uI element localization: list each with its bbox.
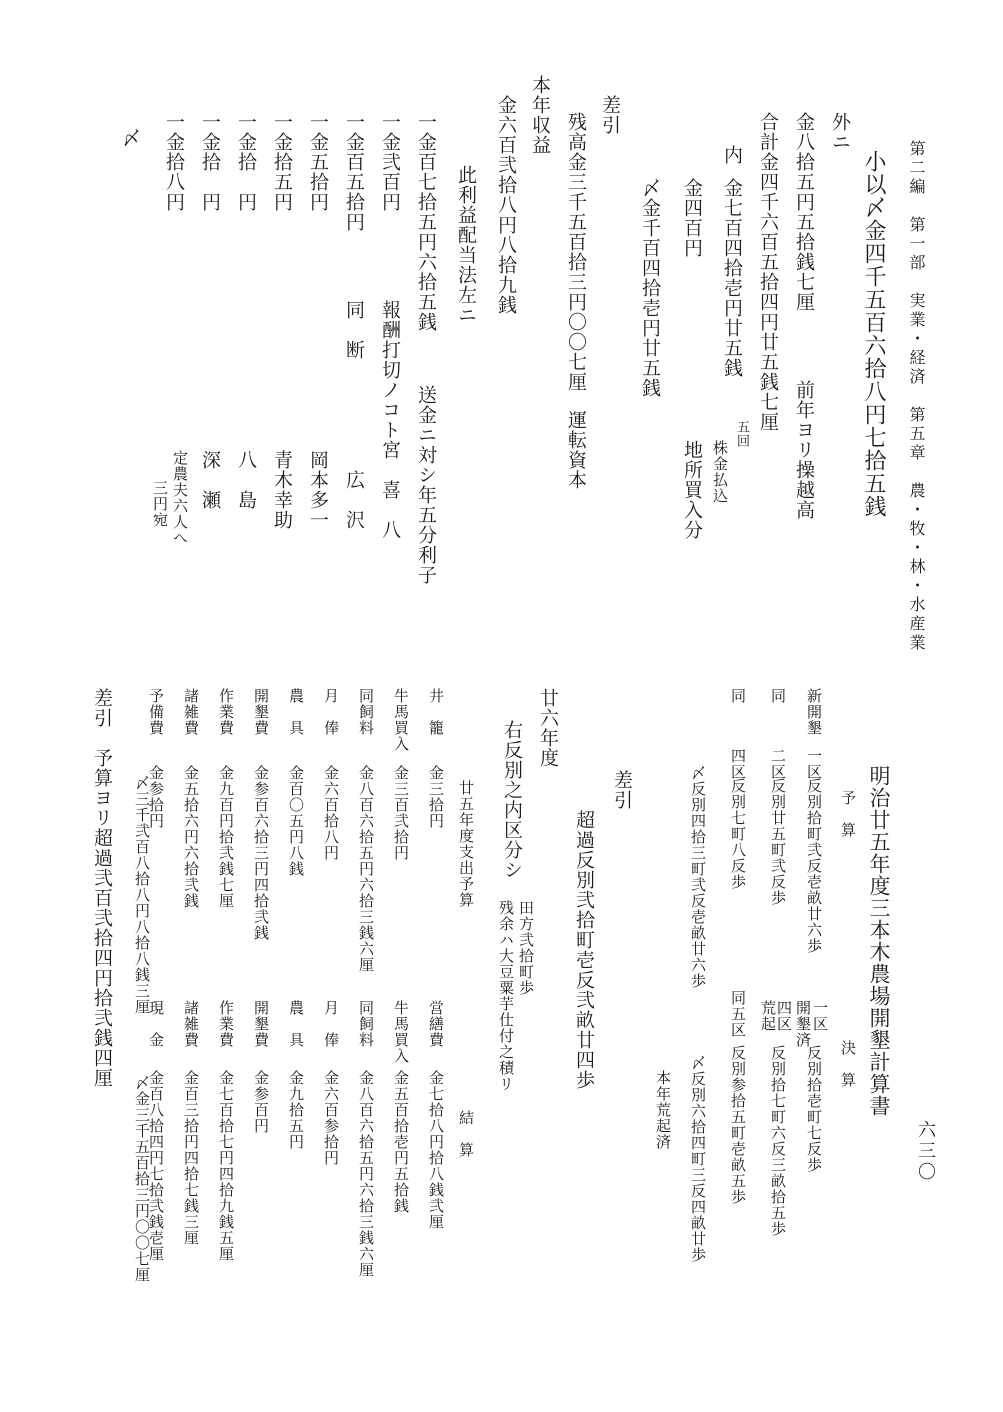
expense-settle-item: 同飼料	[357, 1000, 375, 1048]
expense-settle-item: 作業費	[217, 1000, 235, 1048]
lower-settle-total: 〆金三千五百拾三円〇〇七厘	[133, 1075, 151, 1283]
expense-budget-item: 作業費	[217, 688, 235, 736]
dist-5-amount: 一金拾五円	[271, 112, 293, 212]
expense-settle-amount: 金八百六拾五円六拾三銭六厘	[357, 1070, 375, 1278]
row2-label: 同	[769, 688, 787, 704]
upper-line-7: 〆金千百四拾壱円廿五銭	[639, 178, 661, 398]
expense-budget-item: 月 俸	[322, 688, 340, 736]
expense-budget-item: 同飼料	[357, 688, 375, 736]
lower-budget-header: 廿五年度支出予算	[457, 780, 475, 908]
row3-yosan-area: 反別七町八反歩	[729, 778, 747, 890]
upper-line-10: 本年収益	[529, 75, 551, 155]
expense-budget-amount: 金五拾六円六拾弐銭	[182, 765, 200, 909]
dist-8-note-a: 定農夫六人へ	[171, 450, 189, 546]
expense-budget-amount: 金参百六拾三円四拾弐銭	[252, 765, 270, 941]
dist-6-name: 八 島	[235, 450, 257, 510]
upper-line-3: 金八拾五円五拾銭七厘	[793, 112, 815, 312]
lower-final-diff: 差引 予算ヨリ超過弐百弐拾四円拾弐銭四厘	[91, 688, 113, 1088]
expense-settle-amount: 金七拾八円拾八銭弐厘	[427, 1070, 445, 1230]
expense-budget-item: 井 籠	[427, 688, 445, 736]
expense-settle-amount: 金五百拾壱円五拾銭	[392, 1070, 410, 1214]
row1-kessan-area: 反別拾壱町七反歩	[805, 1045, 823, 1173]
row4-kessan-total: 〆反別六拾四町三反四畝廿歩	[689, 1055, 707, 1263]
dist-4-name: 岡本多一	[307, 450, 329, 530]
expense-settle-item: 営繕費	[427, 1000, 445, 1048]
expense-settle-item: 農 具	[287, 1000, 305, 1048]
expense-budget-item: 農 具	[287, 688, 305, 736]
upper-line-2: 外ニ	[829, 112, 851, 152]
lower-diff-note: 本年荒起済	[654, 1070, 672, 1150]
upper-line-6-note: 地所買入分	[681, 440, 703, 540]
expense-settle-item: 諸雑費	[182, 1000, 200, 1048]
dist-1-amount: 一金百七拾五円六拾五銭	[415, 112, 437, 332]
dist-4-amount: 一金五拾円	[307, 112, 329, 212]
upper-line-5-label: 内	[721, 145, 743, 165]
expense-budget-amount: 金九百円拾弐銭七厘	[217, 765, 235, 909]
page-number: 六三〇	[915, 1120, 936, 1183]
upper-line-4: 合計金四千六百五拾四円廿五銭七厘	[757, 112, 779, 432]
upper-line-6: 金四百円	[681, 178, 703, 258]
row3-label: 同	[729, 688, 747, 704]
dist-5-name: 青木幸助	[271, 450, 293, 530]
expense-budget-item: 諸雑費	[182, 688, 200, 736]
lower-budget-total: 〆三千弐百八拾八円八拾八銭三厘	[133, 775, 151, 1015]
expense-budget-item: 牛馬買入	[392, 688, 410, 752]
row3-kessan-ward: 同五区	[729, 990, 747, 1038]
upper-line-5: 金七百四拾壱円廿五銭	[721, 178, 743, 378]
row1-label: 新開墾	[805, 688, 823, 736]
expense-budget-item: 予備費	[147, 688, 165, 736]
expense-budget-amount: 金参拾円	[147, 765, 165, 829]
header-kessan: 決 算	[839, 1040, 857, 1088]
lower-division-note-a: 田方弐拾町歩	[517, 900, 535, 996]
dist-2-amount: 一金弐百円	[379, 112, 401, 212]
expense-settle-item: 月 俸	[322, 1000, 340, 1048]
lower-excess: 超過反別弐拾町壱反弐畝廿四歩	[573, 810, 595, 1090]
upper-line-5-note-a: 五回	[734, 420, 749, 448]
row3-yosan-ward: 四区	[729, 748, 747, 780]
lower-settle-header: 結 算	[457, 1110, 475, 1158]
expense-budget-amount: 金百〇五円八銭	[287, 765, 305, 877]
dist-3-note: 同 断	[343, 300, 365, 360]
upper-line-8: 差引	[599, 95, 621, 135]
row2-kessan-state: 荒起	[759, 1000, 777, 1032]
dist-8-note-b: 三円宛	[151, 480, 169, 528]
upper-line-9-note: 運転資本	[565, 410, 587, 490]
lower-title: 明治廿五年度三本木農場開墾計算書	[867, 765, 891, 1117]
expense-settle-amount: 金六百参拾円	[322, 1070, 340, 1166]
dist-8-amount: 一金拾八円	[163, 112, 185, 212]
expense-settle-amount: 金参百円	[252, 1070, 270, 1134]
expense-budget-amount: 金八百六拾五円六拾三銭六厘	[357, 765, 375, 973]
expense-settle-amount: 金百八拾四円七拾弐銭壱厘	[147, 1070, 165, 1262]
expense-settle-amount: 金百三拾円四拾七銭三厘	[182, 1070, 200, 1246]
expense-budget-amount: 金六百拾八円	[322, 765, 340, 861]
expense-settle-item: 現 金	[147, 1000, 165, 1048]
row2-kessan-ward: 四区	[775, 1000, 793, 1032]
row2-kessan-area: 反別拾七町六反三畝拾五歩	[769, 1045, 787, 1237]
upper-line-1: 小以〆金四千五百六拾八円七拾五銭	[861, 150, 886, 518]
dist-1-note: 送金ニ対シ年五分利子	[415, 385, 437, 585]
running-header: 第二編 第一部 実業・経済 第五章 農・牧・林・水産業	[907, 140, 926, 653]
lower-division: 右反別之内区分シ	[501, 720, 523, 880]
header-yosan: 予 算	[839, 790, 857, 838]
upper-line-5-note-b: 株金払込	[711, 440, 729, 504]
expense-budget-amount: 金三百弐拾円	[392, 765, 410, 861]
dist-2-note: 報酬打切ノコト	[379, 300, 401, 440]
lower-division-note-b: 残余ハ大豆粟芋仕付之積リ	[497, 900, 515, 1092]
dist-7-amount: 一金拾 円	[199, 112, 221, 212]
expense-settle-amount: 金七百拾七円四拾九銭五厘	[217, 1070, 235, 1262]
row3-kessan-area: 反別参拾五町壱畝五歩	[729, 1045, 747, 1205]
row1-yosan-ward: 一区	[805, 748, 823, 780]
upper-line-3-note: 前年ヨリ操越高	[793, 380, 815, 520]
row2-yosan-area: 反別廿五町弐反歩	[769, 778, 787, 906]
expense-budget-item: 開墾費	[252, 688, 270, 736]
upper-line-12: 此利益配当法左ニ	[455, 165, 477, 325]
row2-yosan-ward: 二区	[769, 748, 787, 780]
dist-6-amount: 一金拾 円	[235, 112, 257, 212]
expense-settle-amount: 金九拾五円	[287, 1070, 305, 1150]
row1-yosan-area: 反別拾町弐反壱畝廿六歩	[805, 778, 823, 954]
expense-budget-amount: 金三拾円	[427, 765, 445, 829]
lower-year26: 廿六年度	[537, 688, 559, 768]
dist-7-name: 深 瀬	[199, 450, 221, 510]
row1-kessan-state: 開墾済	[794, 1000, 812, 1048]
expense-settle-item: 開墾費	[252, 1000, 270, 1048]
upper-total-mark: 〆	[119, 128, 141, 148]
upper-line-9: 残高金三千五百拾三円〇〇七厘	[565, 112, 587, 392]
expense-settle-item: 牛馬買入	[392, 1000, 410, 1064]
upper-line-11: 金六百弐拾八円八拾九銭	[495, 95, 517, 315]
dist-3-name: 広 沢	[343, 470, 365, 530]
lower-diff-label: 差引	[611, 770, 633, 810]
row4-yosan-total: 〆反別四拾三町弐反壱畝廿六歩	[689, 765, 707, 989]
row1-kessan-ward: 一区	[811, 1000, 829, 1032]
dist-3-amount: 一金百五拾円	[343, 112, 365, 232]
dist-2-name: 宮 喜 八	[379, 440, 401, 540]
